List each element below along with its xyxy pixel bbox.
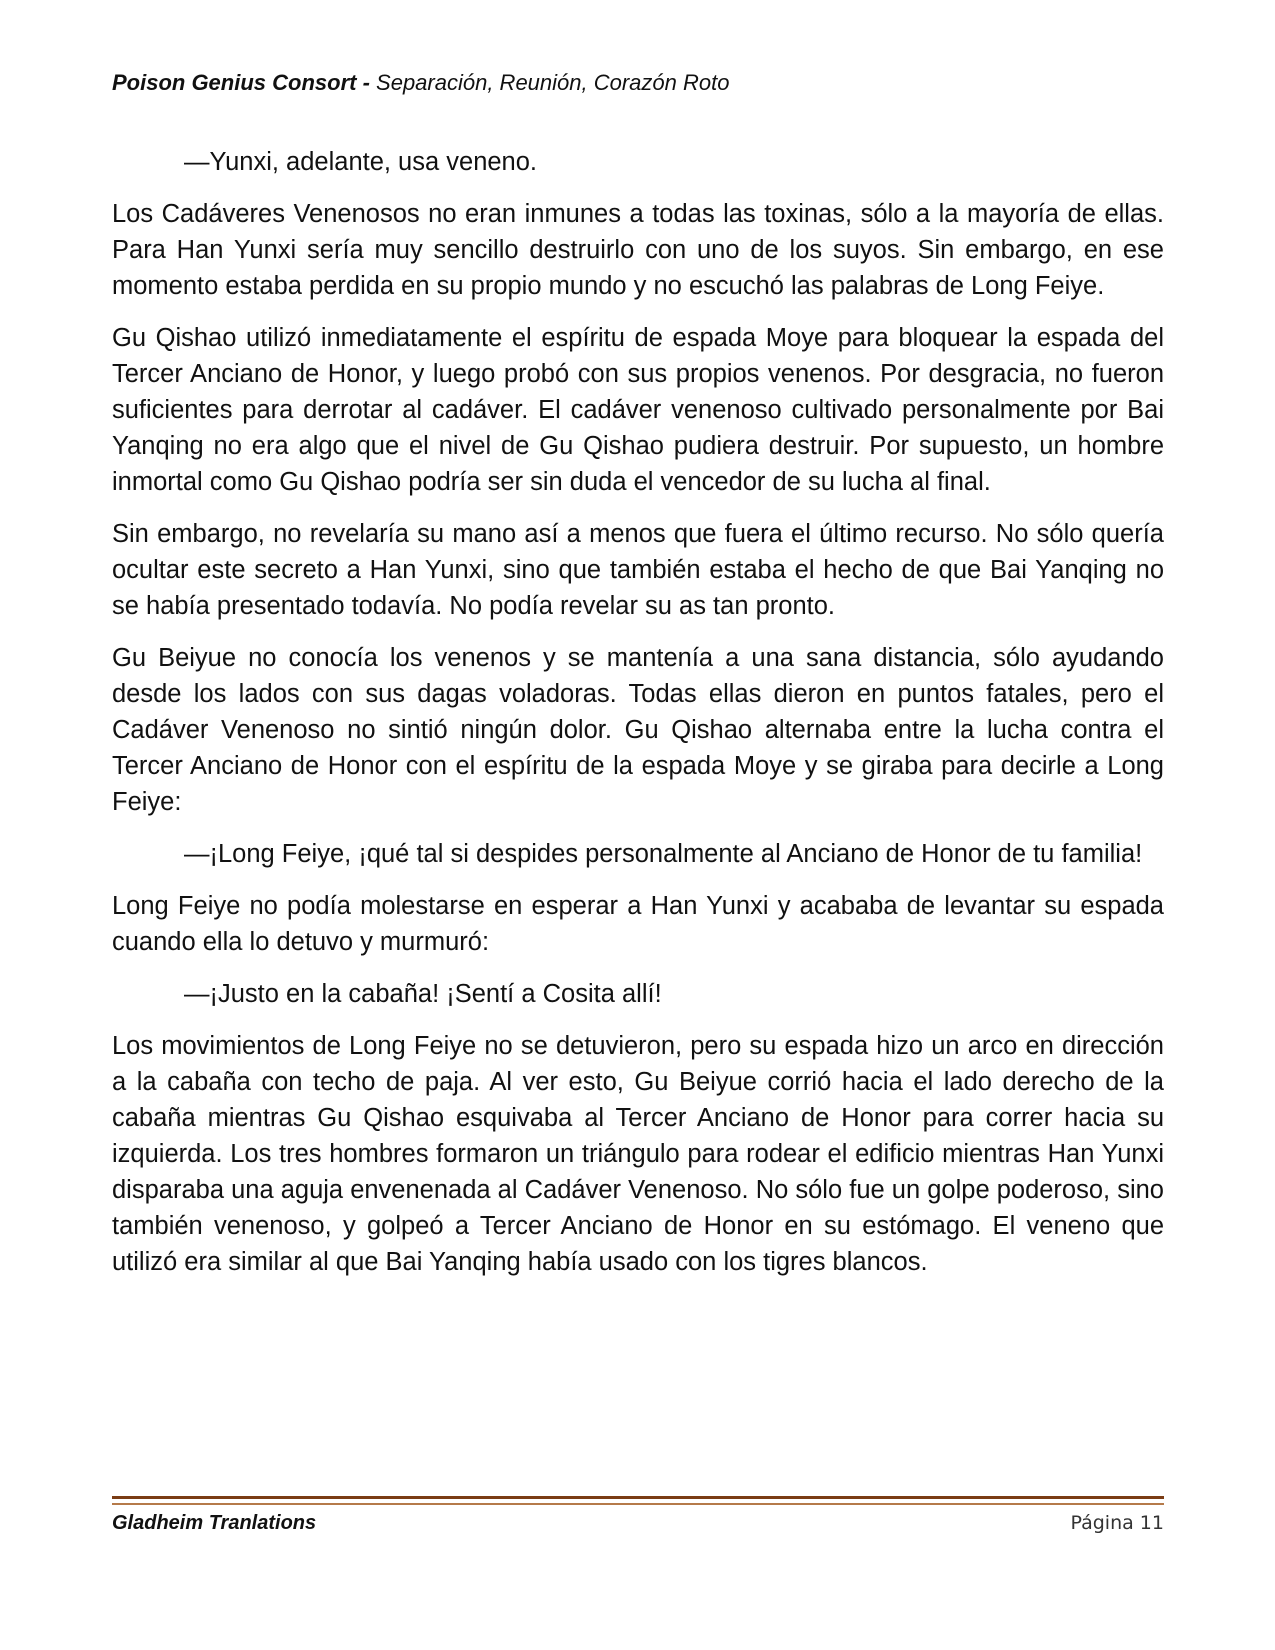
book-title: Poison Genius Consort [112,70,357,95]
header-separator: - [356,70,377,95]
paragraph: Los movimientos de Long Feiye no se detuvieron, pero su espada hizo un arco en dirección a la cabaña con techo de paja. Al ver esto, Gu Beiyue corrió hacia el lado derecho de la cabaña mientras Gu Qishao esquivaba al Tercer Anciano de Honor para correr hacia su izquierda. Los tres hombres formaron un triángulo para rodear el edificio mientras Han Yunxi disparaba una aguja envenenada al Cadáver Venenoso. No sólo fue un golpe poderoso, sino también venenoso, y golpeó a Tercer Anciano de Honor en su estómago. El veneno que utilizó era similar al que Bai Yanqing había usado con los tigres blancos. [112,1032,1164,1276]
paragraph: Gu Beiyue no conocía los venenos y se mantenía a una sana distancia, sólo ayudando desde los lados con sus dagas voladoras. Todas ellas dieron en puntos fatales, pero el Cadáver Venenoso no sintió ningún dolor. Gu Qishao alternaba entre la lucha contra el Tercer Anciano de Honor con el espíritu de la espada Moye y se giraba para decirle a Long Feiye: [112,644,1164,816]
publisher-name: Gladheim Tranlations [112,1512,317,1534]
paragraph-dialog: —¡Justo en la cabaña! ¡Sentí a Cosita allí! [184,980,662,1008]
paragraph-dialog: —Yunxi, adelante, usa veneno. [184,148,538,176]
page-number: Página 11 [1070,1512,1164,1534]
body-text [112,144,1164,1296]
paragraph: Los Cadáveres Venenosos no eran inmunes a todas las toxinas, sólo a la mayoría de ellas. Para Han Yunxi sería muy sencillo destruirlo con uno de los suyos. Sin embargo, en ese momento estaba perdida en su propio mundo y no escuchó las palabras de Long Feiye. [112,200,1164,300]
paragraph-dialog: —¡Long Feiye, ¡qué tal si despides personalmente al Anciano de Honor de tu familia! [184,840,1143,868]
footer-rule-light [112,1503,1164,1505]
paragraph: Long Feiye no podía molestarse en esperar a Han Yunxi y acababa de levantar su espada cuando ella lo detuvo y murmuró: [112,892,1164,956]
chapter-title: Separación, Reunión, Corazón Roto [376,70,730,95]
paragraph: Sin embargo, no revelaría su mano así a menos que fuera el último recurso. No sólo quería ocultar este secreto a Han Yunxi, sino que también estaba el hecho de que Bai Yanqing no se había presentado todavía. No podía revelar su as tan pronto. [112,520,1164,620]
footer-rule-dark [112,1496,1164,1499]
paragraph: Gu Qishao utilizó inmediatamente el espíritu de espada Moye para bloquear la espada del Tercer Anciano de Honor, y luego probó con sus propios venenos. Por desgracia, no fueron suficientes para derrotar al cadáver. El cadáver venenoso cultivado personalmente por Bai Yanqing no era algo que el nivel de Gu Qishao pudiera destruir. Por supuesto, un hombre inmortal como Gu Qishao podría ser sin duda el vencedor de su lucha al final. [112,324,1164,496]
running-header [112,70,1162,96]
